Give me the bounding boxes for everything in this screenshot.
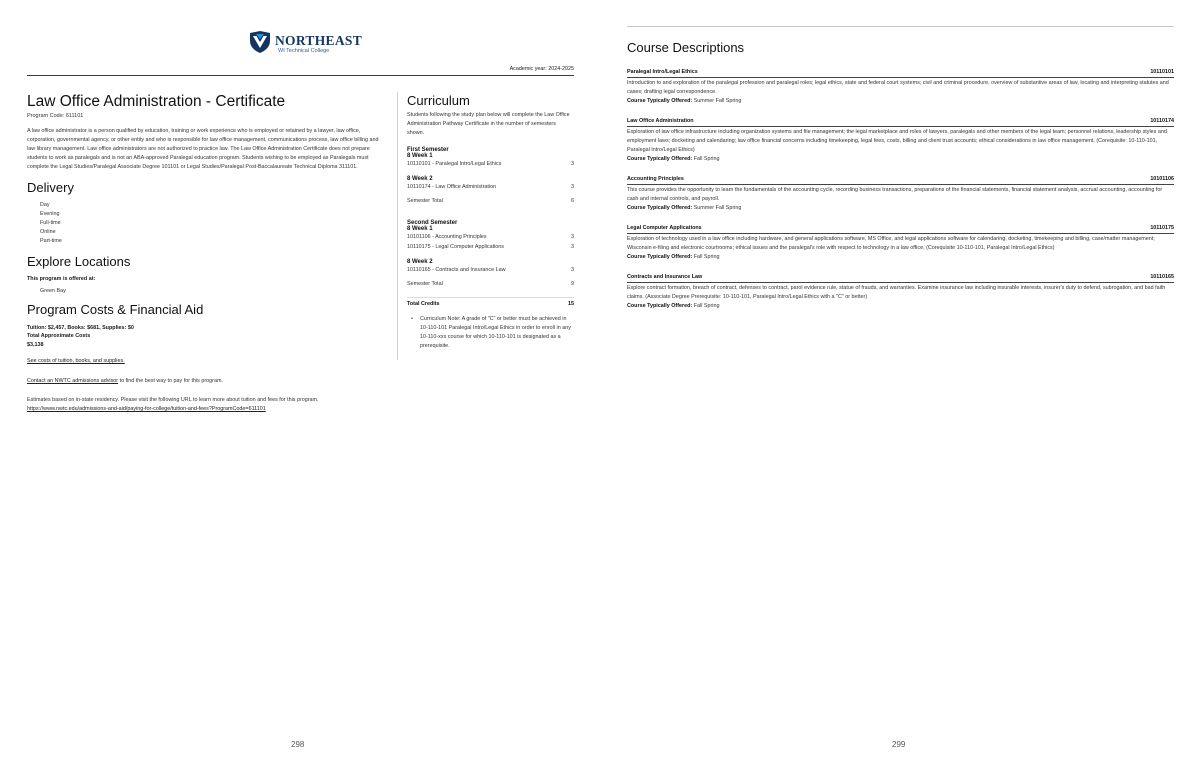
course-credits: 3: [571, 266, 574, 273]
offered-terms: Fall Spring: [693, 254, 720, 260]
course-offered: [627, 155, 1174, 164]
delivery-item: Evening: [40, 211, 60, 218]
course-offered: [627, 97, 1174, 106]
course-row: [407, 159, 574, 169]
see-costs-link[interactable]: See costs of tuition, books, and supplies.: [27, 358, 125, 365]
course-title: Legal Computer Applications: [627, 225, 702, 231]
course-offered: [627, 204, 1174, 213]
logo-subtitle: WI Technical College: [278, 48, 330, 54]
week-title: 8 Week 2: [407, 258, 433, 265]
course-code: 10101106: [1150, 176, 1174, 182]
program-code: Program Code: 611101: [27, 112, 84, 119]
course-title: Law Office Administration: [627, 118, 694, 124]
offered-terms: Fall Spring: [693, 303, 720, 309]
course-row: [407, 182, 574, 192]
delivery-heading: Delivery: [27, 179, 74, 195]
course-description-item: [627, 68, 1174, 106]
first-semester-title: First Semester: [407, 146, 449, 153]
course-row: [407, 242, 574, 252]
course-credits: 3: [571, 183, 574, 190]
course-offered: [627, 253, 1174, 262]
header-divider: [627, 26, 1174, 27]
course-offered: [627, 302, 1174, 311]
totals-divider: [407, 297, 574, 298]
delivery-item: Online: [40, 229, 56, 236]
course-description-item: [627, 224, 1174, 262]
curriculum-intro: Students following the study plan below will complete the Law Office Administration Pathway Certificate in the number of semesters shown.: [407, 111, 570, 136]
semester-total-value: 9: [571, 280, 574, 287]
logo-name: NORTHEAST: [275, 33, 362, 48]
course-description-item: [627, 175, 1174, 213]
total-credits-value: 15: [568, 300, 574, 307]
course-name: 10110101 - Paralegal Intro/Legal Ethics: [407, 160, 502, 167]
estimates-paragraph: [27, 396, 379, 414]
course-name: 10110175 - Legal Computer Applications: [407, 243, 504, 250]
week-title: 8 Week 2: [407, 175, 433, 182]
course-header: [627, 68, 1174, 78]
course-description-item: [627, 273, 1174, 311]
course-name: 10110165 - Contracts and Insurance Law: [407, 266, 506, 273]
course-description-item: [627, 117, 1174, 164]
delivery-item: Full-time: [40, 220, 61, 227]
offered-terms: Summer Fall Spring: [693, 98, 742, 104]
course-description: Exploration of law office infrastructure including organization systems and file management; the legal marketplace and roles of lawyers, paralegals and other members of the legal team; personnel relations, leadership styles and employment laws; docketing and calendaring; law office financial concerns including timekeeping, legal fees, costs, billing and client trust accounts; ethical considerations in law office management. (Corequisite: 10-110-101, Paralegal Intro/Legal Ethics): [627, 129, 1167, 153]
page-number: 298: [291, 740, 305, 749]
curriculum-panel: [407, 93, 574, 351]
offered-label: Course Typically Offered:: [627, 205, 693, 211]
page-number: 299: [892, 740, 906, 749]
week-title: 8 Week 1: [407, 225, 433, 232]
total-credits-row: [407, 299, 574, 309]
second-semester-title: Second Semester: [407, 219, 458, 226]
costs-heading: Program Costs & Financial Aid: [27, 302, 204, 317]
academic-year: Academic year: 2024-2025: [509, 66, 574, 72]
offered-terms: Fall Spring: [693, 156, 720, 162]
offered-terms: Summer Fall Spring: [693, 205, 742, 211]
program-overview: [27, 93, 379, 414]
semester-total-label: Semester Total: [407, 197, 443, 204]
course-credits: 3: [571, 160, 574, 167]
course-row: [407, 265, 574, 275]
course-title: Accounting Principles: [627, 176, 684, 182]
advisor-paragraph: [27, 377, 379, 386]
course-code: 10110175: [1150, 225, 1174, 231]
program-title: Law Office Administration - Certificate: [27, 93, 286, 110]
delivery-list: [40, 201, 379, 246]
page-right: [600, 0, 1200, 776]
course-header: [627, 224, 1174, 234]
offered-label: Course Typically Offered:: [627, 98, 693, 104]
semester-total-row: [407, 196, 574, 206]
course-credits: 3: [571, 243, 574, 250]
course-description-list: [627, 68, 1174, 322]
total-costs-label: Total Approximate Costs: [27, 333, 91, 340]
header-divider: [27, 75, 574, 76]
college-logo: [248, 30, 362, 58]
course-header: [627, 117, 1174, 127]
course-code: 10110174: [1150, 118, 1174, 124]
offered-label: Course Typically Offered:: [627, 156, 693, 162]
course-title: Contracts and Insurance Law: [627, 274, 703, 280]
semester-total-row: [407, 279, 574, 289]
program-description: A law office administrator is a person qualified by education, training or work experience who is employed or retained by a lawyer, law office, corporation, governmental agency, or other entity and who is responsible for law office management, communications process, law office billing and law library management. Law office administrators are not authorized to practice law. The Law Office Administration Certificate does not prepare students to work as paralegals and is not an ABA-approved Paralegal education program. Students wishing to be employed as Paralegals must complete the Legal Studies/Paralegal Associate Degree 101101 or Legal Studies/Paralegal Post-Baccalaureate Technical Diploma 311101.: [27, 127, 379, 170]
tuition-breakdown: Tuition: $2,457, Books: $681, Supplies: $0: [27, 324, 134, 331]
curriculum-note: • Curriculum Note: A grade of "C" or better must be achieved in 10-110-101 Paralegal Intro/Legal Ethics in order to enroll in any 10-110-xxx course for which 10-110-101 is designated as a prerequisite.: [407, 315, 574, 351]
northeast-logo-icon: [248, 30, 272, 54]
course-name: 10110174 - Law Office Administration: [407, 183, 497, 190]
offered-label: Course Typically Offered:: [627, 254, 693, 260]
locations-heading: Explore Locations: [27, 254, 131, 270]
admissions-advisor-link[interactable]: Contact an NWTC admissions advisor: [27, 378, 119, 385]
course-header: [627, 175, 1174, 185]
estimates-text: Estimates based on in-state residency. Please visit the following URL to learn more about tuition and fees for this program.: [27, 397, 319, 404]
location-item: Green Bay: [40, 288, 66, 294]
course-description: This course provides the opportunity to learn the fundamentals of the accounting cycle, recording business transactions, preparations of the financial statements, financial statement analysis, accrual accounting, accounting for cash and internal controls, and payroll.: [627, 187, 1163, 202]
course-code: 10110165: [1150, 274, 1174, 280]
course-credits: 3: [571, 233, 574, 240]
offered-label: Course Typically Offered:: [627, 303, 693, 309]
course-descriptions-heading: Course Descriptions: [627, 40, 745, 55]
semester-total-label: Semester Total: [407, 280, 443, 287]
course-description: Explore contract formation, breach of contract, defenses to contract, parol evidence rule, statue of frauds, and warranties. Examine insurance law including insurable interests, insurer's duty to defend, subrogation, and bad faith claims. (Associate Degree Prerequisite: 10-110-101, Paralegal Intro/Legal Ethics with a "C" or better): [627, 285, 1166, 300]
course-name: 10101106 - Accounting Principles: [407, 233, 487, 240]
semester-total-value: 6: [571, 197, 574, 204]
course-description: Introduction to and exploration of the paralegal profession and paralegal roles; legal ethics, state and federal court systems; civil and criminal procedure, overview of substantive areas of law, locating and interpreting statutes and cases; drafting legal correspondence.: [627, 80, 1169, 95]
offered-at-label: This program is offered at:: [27, 276, 96, 282]
week-title: 8 Week 1: [407, 152, 433, 159]
column-divider: [397, 92, 398, 360]
curriculum-heading: Curriculum: [407, 93, 470, 108]
delivery-item: Day: [40, 202, 50, 209]
advisor-text: to find the best way to pay for this program.: [118, 378, 223, 385]
course-title: Paralegal Intro/Legal Ethics: [627, 69, 698, 75]
course-code: 10110101: [1150, 69, 1174, 75]
total-costs-value: $3,138: [27, 341, 44, 348]
total-credits-label: Total Credits: [407, 300, 440, 307]
course-row: [407, 232, 574, 242]
delivery-item: Part-time: [40, 238, 62, 245]
course-description: Exploration of technology used in a law office including hardware, and general applications software, MS Office, and legal applications software for calendaring, docketing, timekeeping and billing, case/matter management; Wisconsin e-filing and electronic courtrooms; ethical issues and the paralegal's role with respect to technology in a law office. (Corequisite 10-110-101, Paralegal Intro/Legal Ethics): [627, 236, 1155, 251]
course-header: [627, 273, 1174, 283]
tuition-url-link[interactable]: https://www.nwtc.edu/admissions-and-aid/paying-for-college/tuition-and-fees?ProgramCode=611101: [27, 406, 266, 413]
